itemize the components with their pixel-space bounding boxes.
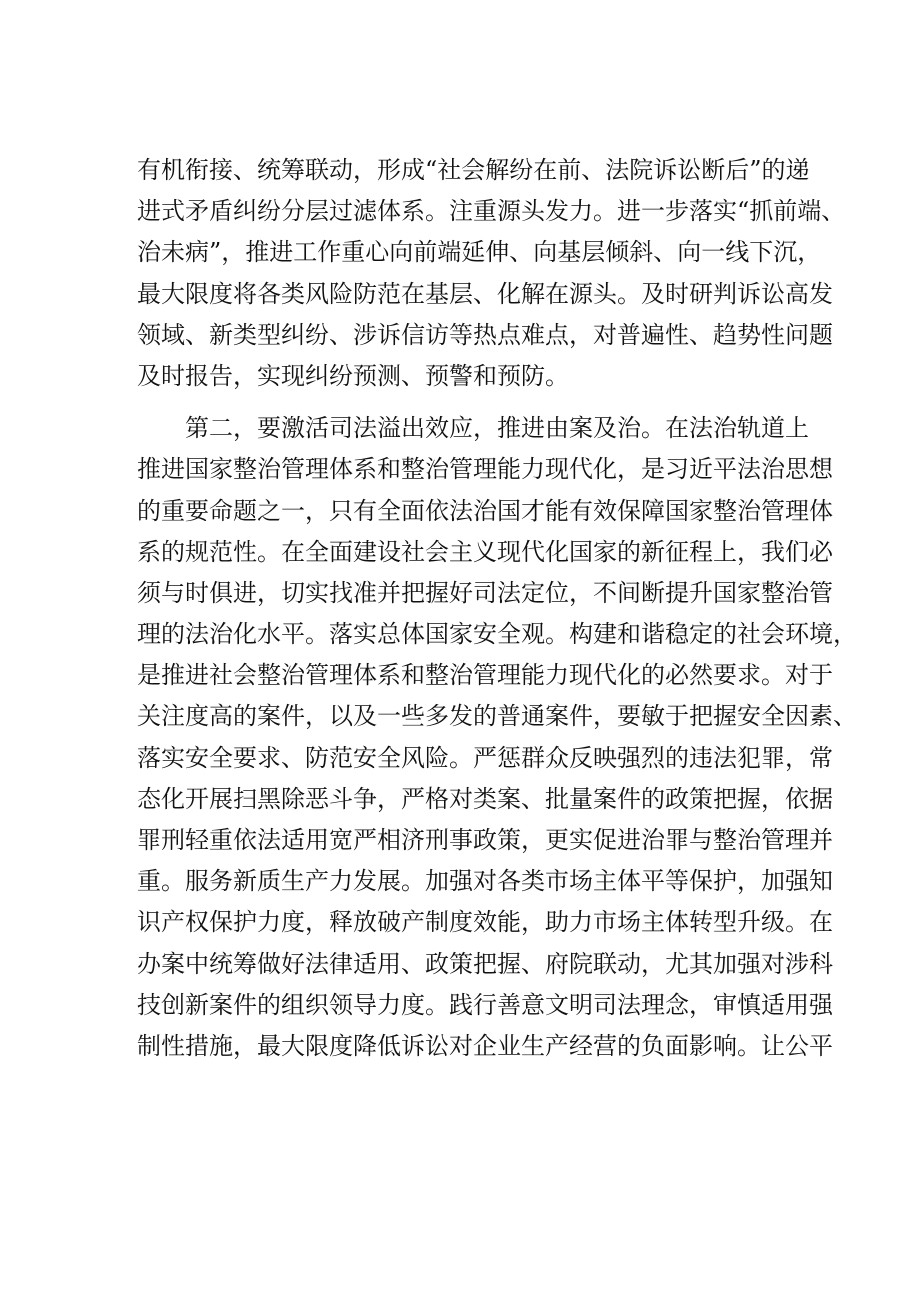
text-line: 须与时俱进，切实找准并把握好司法定位，不间断提升国家整治管 bbox=[137, 578, 833, 607]
text-line: 是推进社会整治管理体系和整治管理能力现代化的必然要求。对于 bbox=[137, 661, 833, 690]
text-line: 最大限度将各类风险防范在基层、化解在源头。及时研判诉讼高发 bbox=[137, 279, 833, 308]
paragraph-2 bbox=[137, 408, 857, 1067]
text-line: 重。服务新质生产力发展。加强对各类市场主体平等保护，加强知 bbox=[137, 867, 833, 896]
text-line: 系的规范性。在全面建设社会主义现代化国家的新征程上，我们必 bbox=[137, 537, 833, 566]
text-line: 罪刑轻重依法适用宽严相济刑事政策，更实促进治罪与整治管理并 bbox=[137, 826, 833, 854]
paragraph-1 bbox=[137, 150, 846, 397]
document-body bbox=[137, 150, 857, 1067]
text-line: 及时报告，实现纠纷预测、预警和预防。 bbox=[137, 361, 569, 390]
text-line: 治未病”，推进工作重心向前端延伸、向基层倾斜、向一线下沉， bbox=[137, 238, 822, 267]
text-line: 落实安全要求、防范安全风险。严惩群众反映强烈的违法犯罪，常 bbox=[137, 743, 833, 772]
paragraph-spacer bbox=[137, 397, 797, 408]
text-line: 办案中统筹做好法律适用、政策把握、府院联动，尤其加强对涉科 bbox=[137, 949, 833, 978]
text-line: 识产权保护力度，释放破产制度效能，助力市场主体转型升级。在 bbox=[137, 908, 833, 937]
text-line: 关注度高的案件，以及一些多发的普通案件，要敏于把握安全因素、 bbox=[137, 702, 857, 731]
text-line-first: 第二，要激活司法溢出效应，推进由案及治。在法治轨道上 bbox=[185, 414, 809, 443]
text-line: 技创新案件的组织领导力度。践行善意文明司法理念，审慎适用强 bbox=[137, 990, 833, 1019]
text-line: 进式矛盾纠纷分层过滤体系。注重源头发力。进一步落实“抓前端、 bbox=[137, 197, 846, 226]
text-line: 态化开展扫黑除恶斗争，严格对类案、批量案件的政策把握，依据 bbox=[137, 784, 833, 813]
text-line: 制性措施，最大限度降低诉讼对企业生产经营的负面影响。让公平 bbox=[137, 1031, 833, 1060]
text-line: 的重要命题之一，只有全面依法治国才能有效保障国家整治管理体 bbox=[137, 496, 833, 525]
text-line: 理的法治化水平。落实总体国家安全观。构建和谐稳定的社会环境， bbox=[137, 620, 857, 649]
text-line: 领域、新类型纠纷、涉诉信访等热点难点，对普遍性、趋势性问题 bbox=[137, 320, 833, 349]
text-line: 推进国家整治管理体系和整治管理能力现代化，是习近平法治思想 bbox=[137, 455, 833, 484]
text-line: 有机衔接、统筹联动，形成“社会解纷在前、法院诉讼断后”的递 bbox=[137, 156, 810, 184]
